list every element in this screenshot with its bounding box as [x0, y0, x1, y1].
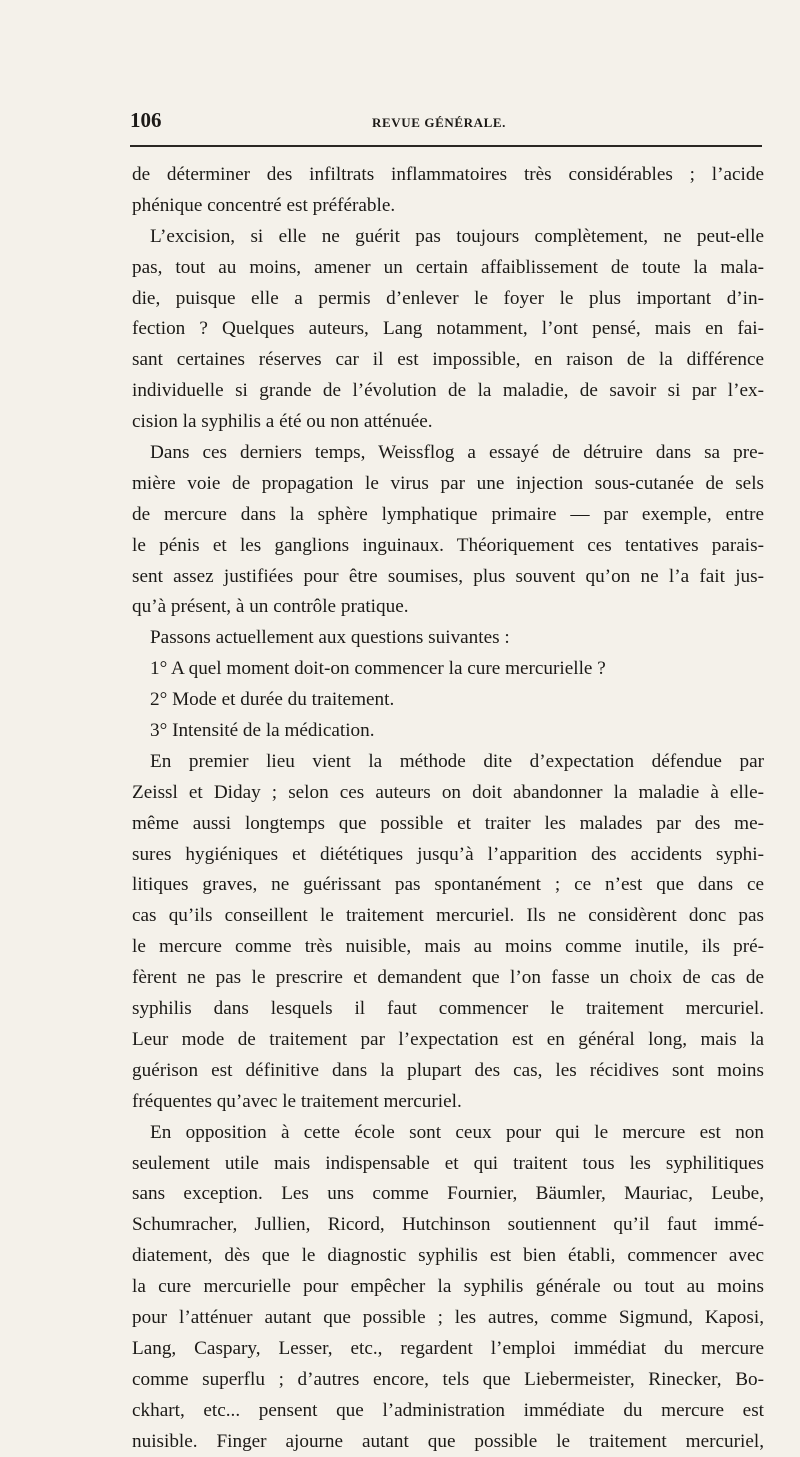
- text-line: le pénis et les ganglions inguinaux. Théoriquement ces tentatives parais-: [132, 534, 764, 556]
- text-line: En opposition à cette école sont ceux pour qui le mercure est non: [150, 1121, 764, 1143]
- text-line: de mercure dans la sphère lymphatique primaire — par exemple, entre: [132, 503, 764, 525]
- text-line: fection ? Quelques auteurs, Lang notamment, l’ont pensé, mais en fai-: [132, 318, 764, 340]
- text-line: ckhart, etc... pensent que l’administration immédiate du mercure est: [132, 1399, 764, 1421]
- text-line: phénique concentré est préférable.: [132, 194, 396, 216]
- text-line: fèrent ne pas le prescrire et demandent que l’on fasse un choix de cas de: [132, 967, 764, 989]
- text-line: L’excision, si elle ne guérit pas toujours complètement, ne peut-elle: [150, 225, 764, 247]
- text-line: Dans ces derniers temps, Weissflog a essayé de détruire dans sa pre-: [150, 442, 764, 464]
- text-line: syphilis dans lesquels il faut commencer le traitement mercuriel.: [132, 998, 764, 1020]
- text-line: sent assez justifiées pour être soumises, plus souvent qu’on ne l’a fait jus-: [132, 565, 764, 587]
- text-line: Schumracher, Jullien, Ricord, Hutchinson soutiennent qu’il faut immé-: [132, 1214, 764, 1236]
- text-line: En premier lieu vient la méthode dite d’expectation défendue par: [150, 750, 764, 772]
- page-number: 106: [130, 108, 162, 132]
- text-line: die, puisque elle a permis d’enlever le foyer le plus important d’in-: [132, 287, 764, 309]
- text-line: sans exception. Les uns comme Fournier, Bäumler, Mauriac, Leube,: [132, 1183, 764, 1205]
- text-line: diatement, dès que le diagnostic syphilis est bien établi, commencer avec: [132, 1245, 764, 1267]
- text-line: Zeissl et Diday ; selon ces auteurs on doit abandonner la maladie à elle-: [132, 781, 764, 803]
- text-line: 1° A quel moment doit-on commencer la cure mercurielle ?: [150, 658, 606, 680]
- text-line: 3° Intensité de la médication.: [150, 720, 375, 742]
- text-line: cas qu’ils conseillent le traitement mercuriel. Ils ne considèrent donc pas: [132, 905, 764, 927]
- text-line: Lang, Caspary, Lesser, etc., regardent l’emploi immédiat du mercure: [132, 1337, 764, 1359]
- body-text: [132, 160, 764, 1457]
- text-line: sant certaines réserves car il est impossible, en raison de la différence: [132, 349, 764, 371]
- text-line: guérison est définitive dans la plupart des cas, les récidives sont moins: [132, 1059, 764, 1081]
- text-line: Leur mode de traitement par l’expectation est en général long, mais la: [132, 1028, 764, 1050]
- text-line: nuisible. Finger ajourne autant que possible le traitement mercuriel,: [132, 1430, 764, 1452]
- text-line: comme superflu ; d’autres encore, tels que Liebermeister, Rinecker, Bo-: [132, 1368, 764, 1390]
- page-header: [130, 108, 762, 132]
- text-line: 2° Mode et durée du traitement.: [150, 689, 395, 711]
- header-rule: [130, 145, 762, 147]
- text-line: individuelle si grande de l’évolution de la maladie, de savoir si par l’ex-: [132, 380, 764, 402]
- text-line: la cure mercurielle pour empêcher la syphilis générale ou tout au moins: [132, 1276, 764, 1298]
- text-line: même aussi longtemps que possible et traiter les malades par des me-: [132, 812, 764, 834]
- text-line: pas, tout au moins, amener un certain affaiblissement de toute la mala-: [132, 256, 764, 278]
- text-line: seulement utile mais indispensable et qui traitent tous les syphilitiques: [132, 1152, 764, 1174]
- text-line: fréquentes qu’avec le traitement mercuriel.: [132, 1090, 462, 1112]
- running-head: REVUE GÉNÉRALE.: [372, 115, 506, 130]
- text-line: de déterminer des infiltrats inflammatoires très considérables ; l’acide: [132, 164, 764, 185]
- text-line: mière voie de propagation le virus par une injection sous-cutanée de sels: [132, 472, 764, 494]
- text-line: le mercure comme très nuisible, mais au moins comme inutile, ils pré-: [132, 936, 764, 958]
- text-line: cision la syphilis a été ou non atténuée.: [132, 411, 433, 433]
- text-line: sures hygiéniques et diététiques jusqu’à l’apparition des accidents syphi-: [132, 843, 764, 865]
- text-line: litiques graves, ne guérissant pas spontanément ; ce n’est que dans ce: [132, 874, 764, 896]
- text-line: qu’à présent, à un contrôle pratique.: [132, 596, 409, 618]
- text-line: pour l’atténuer autant que possible ; les autres, comme Sigmund, Kaposi,: [132, 1306, 764, 1328]
- text-line: Passons actuellement aux questions suivantes :: [150, 627, 510, 649]
